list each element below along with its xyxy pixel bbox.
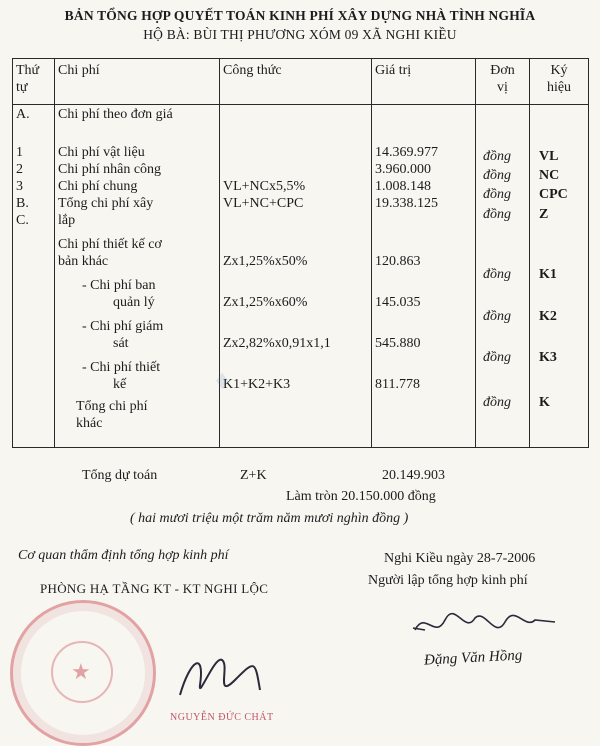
footer-right-role: Người lập tổng hợp kinh phí bbox=[368, 573, 528, 588]
kyhieu-line: K bbox=[539, 395, 550, 410]
summary-label: Tổng dự toán bbox=[82, 468, 158, 483]
chiphi-line: Chi phí vật liệu bbox=[58, 145, 145, 160]
col-chiphi bbox=[55, 105, 220, 448]
chiphi-line: - Chi phí thiết bbox=[82, 360, 161, 375]
kyhieu-line: K2 bbox=[539, 309, 557, 324]
col-donvi bbox=[476, 105, 530, 448]
donvi-line: đồng bbox=[483, 187, 511, 202]
footer-date: Nghi Kiều ngày 28-7-2006 bbox=[384, 551, 536, 566]
chiphi-line: Chi phí nhân công bbox=[58, 162, 162, 177]
giatri-line: 120.863 bbox=[375, 254, 421, 269]
header-donvi: Đơn vị bbox=[476, 59, 530, 105]
stt-a: A. bbox=[16, 107, 30, 122]
chiphi-line: lắp bbox=[58, 213, 76, 228]
congthuc-line: VL+NC+CPC bbox=[223, 196, 304, 211]
chiphi-line: - Chi phí giám bbox=[82, 319, 164, 334]
stt-3: 3 bbox=[16, 179, 23, 194]
congthuc-line: Zx1,25%x60% bbox=[223, 295, 308, 310]
congthuc-line: VL+NCx5,5% bbox=[223, 179, 306, 194]
giatri-line: 3.960.000 bbox=[375, 162, 431, 177]
chiphi-line: Tổng chi phí bbox=[76, 399, 148, 414]
giatri-line: 145.035 bbox=[375, 295, 421, 310]
chiphi-line: sát bbox=[113, 336, 129, 351]
congthuc-line: Zx2,82%x0,91x1,1 bbox=[223, 336, 331, 351]
summary-value: 20.149.903 bbox=[382, 468, 445, 483]
cost-table bbox=[12, 58, 589, 448]
footer-left-org: PHÒNG HẠ TẦNG KT - KT NGHI LỘC bbox=[40, 581, 269, 596]
stt-1: 1 bbox=[16, 145, 23, 160]
table-body-row bbox=[13, 105, 589, 448]
signer-left-name: NGUYỄN ĐỨC CHÁT bbox=[170, 712, 274, 723]
kyhieu-line: VL bbox=[539, 149, 559, 164]
chiphi-line: khác bbox=[76, 416, 103, 431]
giatri-line: 19.338.125 bbox=[375, 196, 438, 211]
document-subtitle: HỘ BÀ: BÙI THỊ PHƯƠNG XÓM 09 XÃ NGHI KIỀU bbox=[143, 27, 457, 42]
signature-right-icon bbox=[405, 600, 575, 650]
donvi-line: đồng bbox=[483, 309, 511, 324]
col-giatri bbox=[372, 105, 476, 448]
header-congthuc: Công thức bbox=[220, 59, 372, 105]
stt-b: B. bbox=[16, 196, 29, 211]
chiphi-line: - Chi phí ban bbox=[82, 278, 156, 293]
kyhieu-line: CPC bbox=[539, 187, 568, 202]
donvi-line: đồng bbox=[483, 168, 511, 183]
kyhieu-line: K3 bbox=[539, 350, 557, 365]
chiphi-line: Chi phí chung bbox=[58, 179, 138, 194]
congthuc-line: K1+K2+K3 bbox=[223, 377, 291, 392]
donvi-line: đồng bbox=[483, 149, 511, 164]
chiphi-line: Chi phí theo đơn giá bbox=[58, 107, 173, 122]
official-stamp-icon: ★ bbox=[10, 600, 156, 746]
giatri-line: 811.778 bbox=[375, 377, 420, 392]
col-stt bbox=[13, 105, 55, 448]
chiphi-line: Chi phí thiết kế cơ bbox=[58, 237, 162, 252]
summary-rounded: Làm tròn 20.150.000 đồng bbox=[286, 489, 436, 504]
signer-right-name: Đặng Văn Hồng bbox=[423, 647, 523, 669]
stt-2: 2 bbox=[16, 162, 23, 177]
document-title: BẢN TỔNG HỢP QUYẾT TOÁN KINH PHÍ XÂY DỰNG NHÀ TÌNH NGHĨA bbox=[64, 8, 536, 23]
chiphi-line: kế bbox=[113, 377, 127, 392]
donvi-line: đồng bbox=[483, 267, 511, 282]
col-congthuc bbox=[220, 105, 372, 448]
chiphi-line: bản khác bbox=[58, 254, 109, 269]
giatri-line: 1.008.148 bbox=[375, 179, 431, 194]
kyhieu-line: NC bbox=[539, 168, 560, 183]
header-stt: Thứ tự bbox=[13, 59, 55, 105]
summary-formula: Z+K bbox=[240, 468, 267, 483]
donvi-line: đồng bbox=[483, 350, 511, 365]
faded-watermark: ♦ bbox=[215, 365, 232, 396]
chiphi-line: quản lý bbox=[113, 295, 155, 310]
header-kyhieu: Ký hiệu bbox=[530, 59, 589, 105]
giatri-line: 14.369.977 bbox=[375, 145, 438, 160]
donvi-line: đồng bbox=[483, 207, 511, 222]
header-giatri: Giá trị bbox=[372, 59, 476, 105]
stt-c: C. bbox=[16, 213, 29, 228]
summary-in-words: ( hai mươi triệu một trăm năm mươi nghìn đồng ) bbox=[130, 511, 409, 526]
signature-left-icon bbox=[160, 640, 280, 710]
table-header-row bbox=[13, 59, 589, 105]
chiphi-line: Tổng chi phí xây bbox=[58, 196, 154, 211]
donvi-line: đồng bbox=[483, 395, 511, 410]
congthuc-line: Zx1,25%x50% bbox=[223, 254, 308, 269]
giatri-line: 545.880 bbox=[375, 336, 421, 351]
header-chiphi: Chi phí bbox=[55, 59, 220, 105]
kyhieu-line: K1 bbox=[539, 267, 557, 282]
footer-left-italic: Cơ quan thẩm định tổng hợp kinh phí bbox=[18, 548, 229, 563]
kyhieu-line: Z bbox=[539, 207, 549, 222]
col-kyhieu bbox=[530, 105, 589, 448]
